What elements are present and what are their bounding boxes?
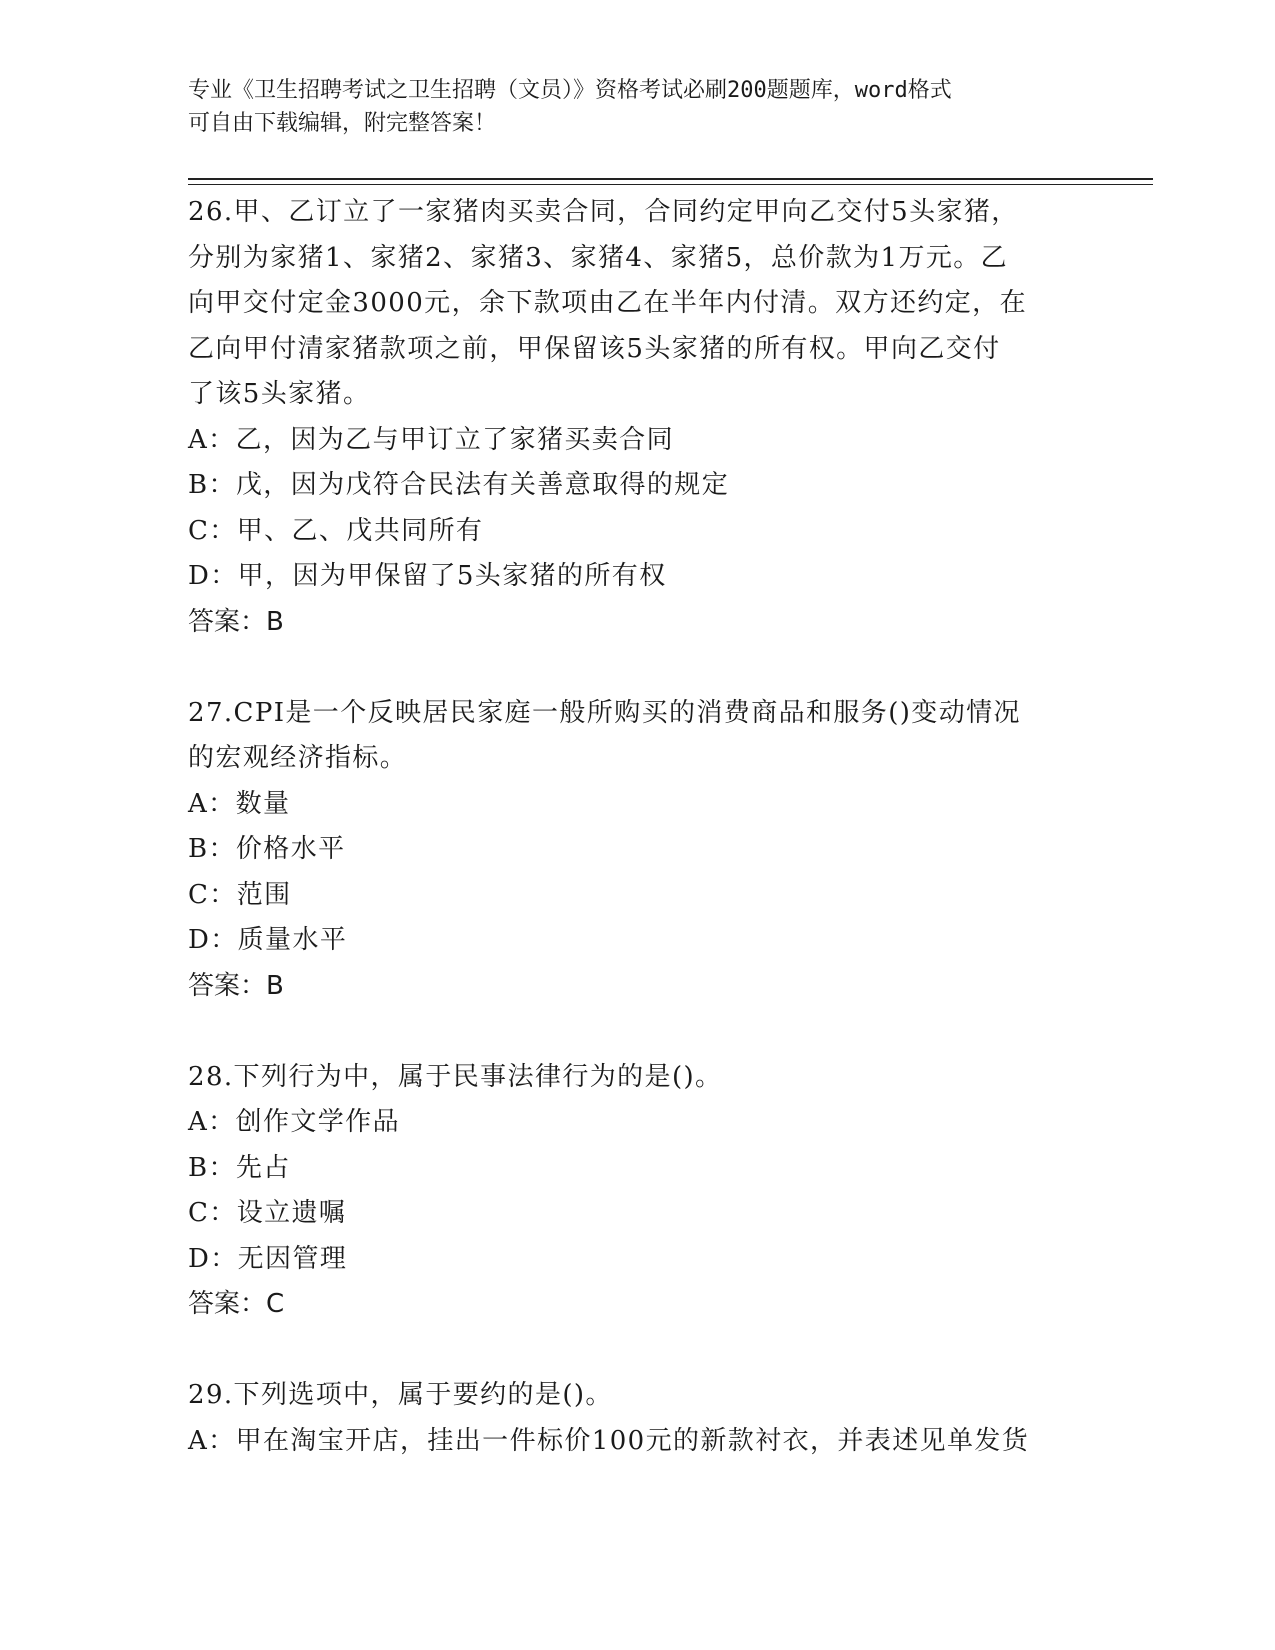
option-d: D：质量水平 bbox=[188, 925, 348, 955]
question-29 bbox=[188, 1373, 1088, 1464]
option-a: A：创作文学作品 bbox=[188, 1107, 400, 1137]
question-text-line: 27.CPI是一个反映居民家庭一般所购买的消费商品和服务()变动情况 bbox=[188, 697, 1021, 728]
question-text-line: 的宏观经济指标。 bbox=[188, 743, 408, 773]
option-a: A：数量 bbox=[188, 788, 291, 819]
option-a: A：乙，因为乙与甲订立了家猪买卖合同 bbox=[188, 424, 674, 455]
question-text-line: 29.下列选项中，属于要约的是()。 bbox=[188, 1380, 613, 1410]
option-c: C：范围 bbox=[188, 879, 292, 910]
question-text-line: 26.甲、乙订立了一家猪肉买卖合同，合同约定甲向乙交付5头家猪， bbox=[188, 197, 1019, 227]
question-text-line: 28.下列行为中，属于民事法律行为的是()。 bbox=[188, 1061, 723, 1092]
question-27 bbox=[188, 691, 1088, 1010]
question-text-line: 分别为家猪1、家猪2、家猪3、家猪4、家猪5，总价款为1万元。乙 bbox=[188, 242, 1009, 273]
header-rule-thin bbox=[188, 184, 1153, 185]
header-rule-thick bbox=[188, 178, 1153, 180]
option-b: B：先占 bbox=[188, 1152, 291, 1183]
document-header bbox=[188, 74, 1068, 140]
question-spacer bbox=[188, 1328, 1088, 1374]
header-line-2: 可自由下载编辑，附完整答案！ bbox=[188, 111, 497, 136]
question-26 bbox=[188, 190, 1088, 645]
question-28 bbox=[188, 1055, 1088, 1328]
answer: 答案：C bbox=[188, 1289, 285, 1319]
option-c: C：设立遗嘱 bbox=[188, 1198, 347, 1228]
option-a: A：甲在淘宝开店，挂出一件标价100元的新款衬衣，并表述见单发货 bbox=[188, 1425, 1030, 1456]
question-list bbox=[188, 190, 1088, 1464]
option-c: C：甲、乙、戊共同所有 bbox=[188, 515, 484, 546]
answer: 答案：B bbox=[188, 606, 284, 637]
option-d: D：无因管理 bbox=[188, 1243, 348, 1274]
question-text-line: 向甲交付定金3000元，余下款项由乙在半年内付清。双方还约定，在 bbox=[188, 288, 1027, 318]
option-b: B：戊，因为戊符合民法有关善意取得的规定 bbox=[188, 470, 730, 500]
question-spacer bbox=[188, 1009, 1088, 1055]
question-spacer bbox=[188, 645, 1088, 691]
option-d: D：甲，因为甲保留了5头家猪的所有权 bbox=[188, 561, 667, 591]
answer: 答案：B bbox=[188, 970, 284, 1001]
question-text-line: 了该5头家猪。 bbox=[188, 379, 371, 409]
header-line-1: 专业《卫生招聘考试之卫生招聘（文员）》资格考试必刷200题题库，word格式 bbox=[188, 78, 952, 103]
question-text-line: 乙向甲付清家猪款项之前，甲保留该5头家猪的所有权。甲向乙交付 bbox=[188, 333, 1001, 364]
option-b: B：价格水平 bbox=[188, 834, 346, 864]
